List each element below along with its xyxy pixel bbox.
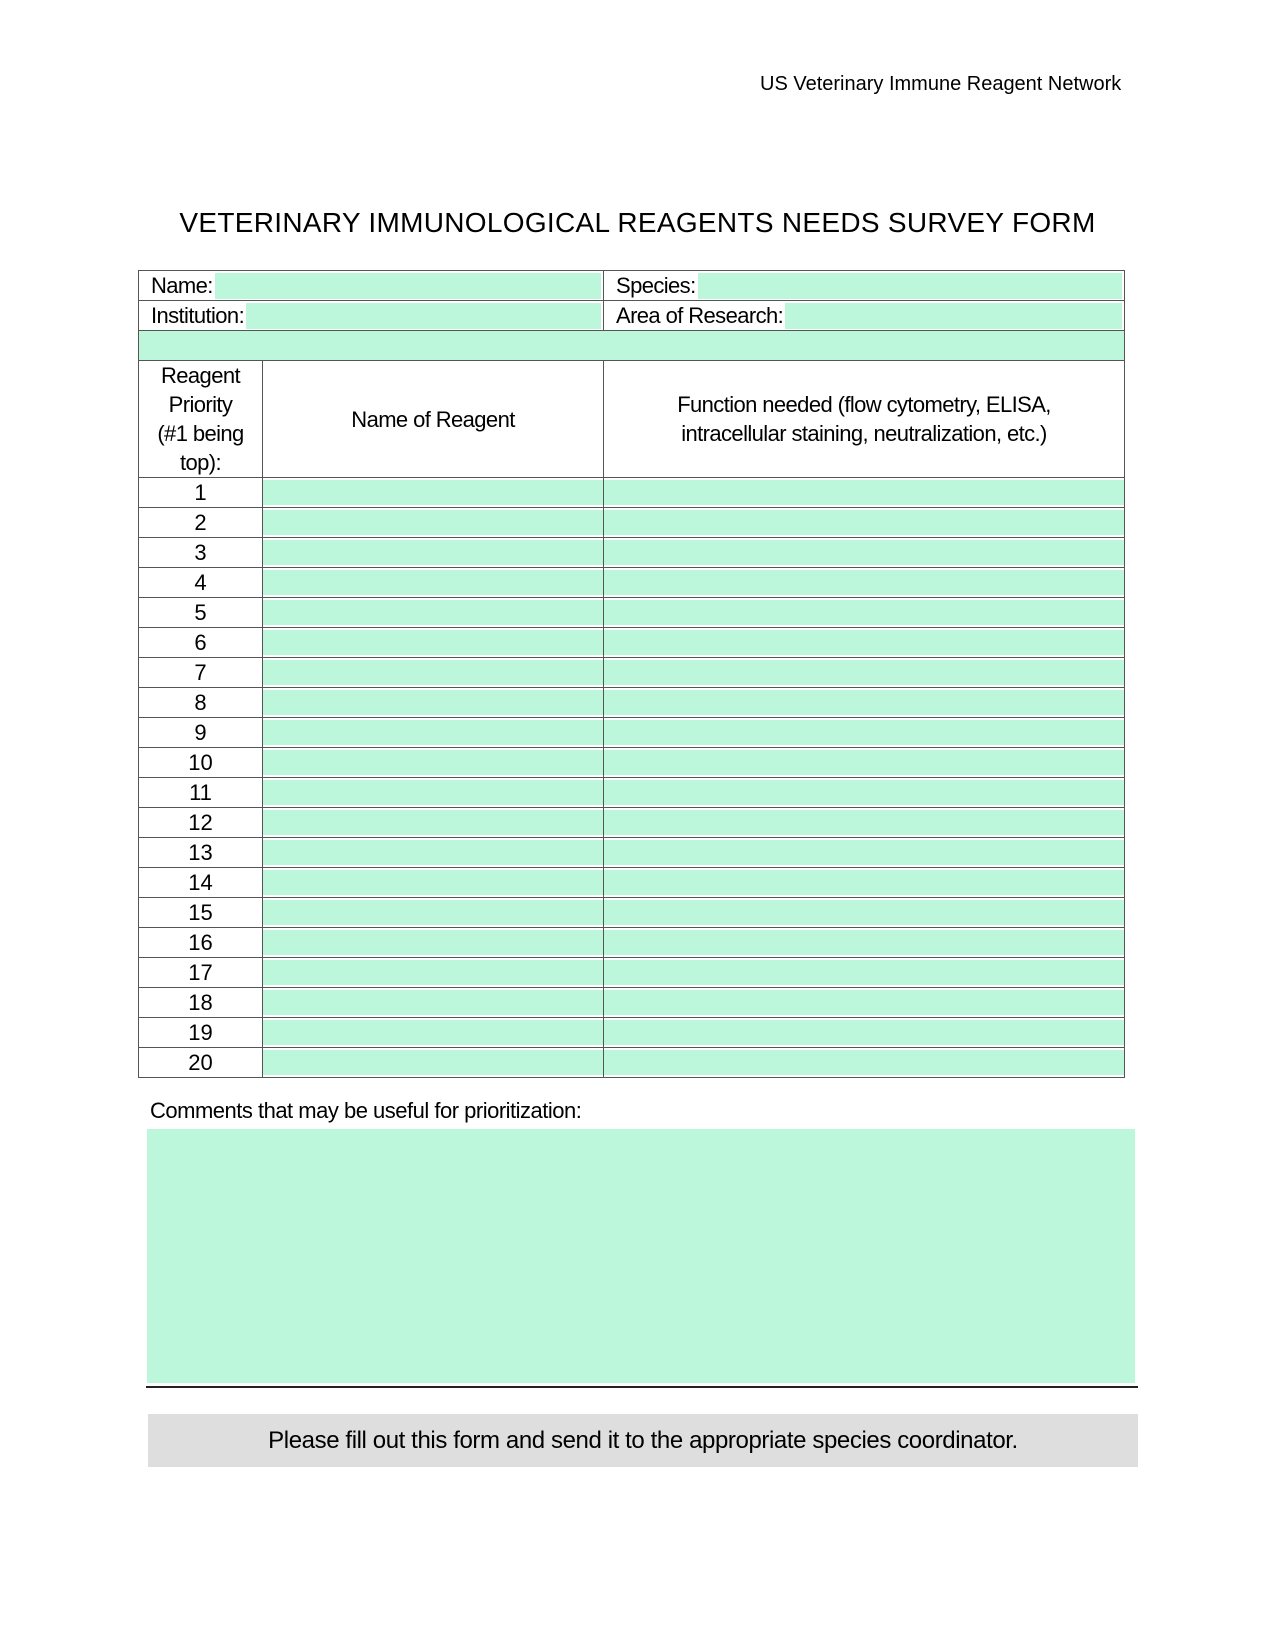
name-input[interactable] (215, 273, 601, 299)
reagent-name-cell (263, 778, 604, 808)
survey-table (138, 270, 1125, 1078)
reagent-name-input[interactable] (263, 870, 603, 895)
function-needed-input[interactable] (604, 690, 1124, 715)
comments-divider (146, 1386, 1138, 1388)
priority-number: 17 (139, 958, 263, 988)
function-needed-cell (604, 868, 1125, 898)
function-needed-input[interactable] (604, 720, 1124, 745)
reagent-name-column-header (263, 361, 604, 478)
table-row (139, 778, 1125, 808)
reagent-name-cell (263, 598, 604, 628)
reagent-name-input[interactable] (263, 990, 603, 1015)
reagent-name-cell (263, 718, 604, 748)
reagent-name-cell (263, 958, 604, 988)
priority-number: 9 (139, 718, 263, 748)
function-needed-cell (604, 808, 1125, 838)
function-needed-input[interactable] (604, 780, 1124, 805)
name-label: Name: (151, 272, 213, 298)
function-needed-cell (604, 748, 1125, 778)
function-needed-cell (604, 898, 1125, 928)
priority-number: 10 (139, 748, 263, 778)
comments-textarea[interactable] (147, 1129, 1135, 1383)
table-row (139, 958, 1125, 988)
function-header-line: Function needed (flow cytometry, ELISA, (677, 392, 1051, 417)
blank-separator-cell (139, 331, 1125, 361)
reagent-name-cell (263, 688, 604, 718)
function-needed-cell (604, 928, 1125, 958)
function-needed-cell (604, 478, 1125, 508)
reagent-name-cell (263, 1048, 604, 1078)
function-needed-input[interactable] (604, 750, 1124, 775)
function-needed-cell (604, 568, 1125, 598)
function-needed-input[interactable] (604, 540, 1124, 565)
reagent-name-input[interactable] (263, 510, 603, 535)
blank-separator-row (139, 331, 1125, 361)
priority-number: 3 (139, 538, 263, 568)
priority-number: 18 (139, 988, 263, 1018)
reagent-name-input[interactable] (263, 480, 603, 505)
name-species-row (139, 271, 1125, 301)
reagent-name-input[interactable] (263, 600, 603, 625)
reagent-name-input[interactable] (263, 1050, 603, 1075)
institution-input[interactable] (246, 303, 601, 329)
reagent-name-input[interactable] (263, 960, 603, 985)
reagent-name-cell (263, 478, 604, 508)
function-needed-cell (604, 538, 1125, 568)
function-needed-cell (604, 688, 1125, 718)
table-row (139, 808, 1125, 838)
priority-number: 11 (139, 778, 263, 808)
priority-number: 1 (139, 478, 263, 508)
priority-number: 4 (139, 568, 263, 598)
function-column-header (604, 361, 1125, 478)
species-cell (604, 271, 1125, 301)
reagent-name-cell (263, 538, 604, 568)
table-row (139, 508, 1125, 538)
function-needed-cell (604, 628, 1125, 658)
function-needed-input[interactable] (604, 930, 1124, 955)
function-header-line: intracellular staining, neutralization, etc.) (681, 421, 1047, 446)
function-needed-input[interactable] (604, 570, 1124, 595)
reagent-name-input[interactable] (263, 720, 603, 745)
function-needed-input[interactable] (604, 900, 1124, 925)
reagent-name-cell (263, 898, 604, 928)
name-cell (139, 271, 604, 301)
priority-header-line: top): (179, 450, 222, 475)
function-needed-input[interactable] (604, 600, 1124, 625)
table-row (139, 718, 1125, 748)
area-input[interactable] (785, 303, 1122, 329)
reagent-name-input[interactable] (263, 810, 603, 835)
function-needed-input[interactable] (604, 990, 1124, 1015)
function-needed-cell (604, 958, 1125, 988)
table-row (139, 868, 1125, 898)
reagent-name-input[interactable] (263, 690, 603, 715)
priority-number: 15 (139, 898, 263, 928)
table-row (139, 928, 1125, 958)
function-needed-input[interactable] (604, 480, 1124, 505)
function-needed-input[interactable] (604, 630, 1124, 655)
priority-column-header (139, 361, 263, 478)
function-needed-cell (604, 1048, 1125, 1078)
area-cell (604, 301, 1125, 331)
function-needed-input[interactable] (604, 810, 1124, 835)
priority-number: 6 (139, 628, 263, 658)
reagent-name-input[interactable] (263, 780, 603, 805)
table-row (139, 1048, 1125, 1078)
reagent-name-cell (263, 808, 604, 838)
priority-header-line: Reagent (161, 363, 240, 388)
priority-number: 16 (139, 928, 263, 958)
reagent-name-cell (263, 568, 604, 598)
priority-number: 13 (139, 838, 263, 868)
priority-number: 8 (139, 688, 263, 718)
species-input[interactable] (698, 273, 1122, 299)
table-row (139, 628, 1125, 658)
reagent-name-cell (263, 1018, 604, 1048)
reagent-name-input[interactable] (263, 900, 603, 925)
function-needed-input[interactable] (604, 840, 1124, 865)
table-row (139, 478, 1125, 508)
reagent-name-input[interactable] (263, 750, 603, 775)
reagent-name-cell (263, 658, 604, 688)
priority-number: 12 (139, 808, 263, 838)
table-row (139, 988, 1125, 1018)
reagent-name-cell (263, 628, 604, 658)
table-row (139, 748, 1125, 778)
priority-number: 20 (139, 1048, 263, 1078)
function-needed-input[interactable] (604, 510, 1124, 535)
reagent-name-cell (263, 988, 604, 1018)
function-needed-cell (604, 778, 1125, 808)
function-needed-cell (604, 718, 1125, 748)
table-row (139, 1018, 1125, 1048)
area-label: Area of Research: (616, 302, 784, 328)
function-needed-input[interactable] (604, 1050, 1124, 1075)
institution-cell (139, 301, 604, 331)
priority-header-line: (#1 being (157, 421, 244, 446)
reagent-name-input[interactable] (263, 930, 603, 955)
function-needed-cell (604, 1018, 1125, 1048)
priority-number: 14 (139, 868, 263, 898)
function-needed-input[interactable] (604, 660, 1124, 685)
reagent-name-cell (263, 748, 604, 778)
function-needed-input[interactable] (604, 1020, 1124, 1045)
function-needed-input[interactable] (604, 960, 1124, 985)
table-row (139, 688, 1125, 718)
table-row (139, 898, 1125, 928)
priority-number: 2 (139, 508, 263, 538)
function-needed-cell (604, 838, 1125, 868)
function-needed-cell (604, 658, 1125, 688)
table-row (139, 838, 1125, 868)
reagent-name-cell (263, 838, 604, 868)
reagent-name-input[interactable] (263, 660, 603, 685)
form-title: VETERINARY IMMUNOLOGICAL REAGENTS NEEDS SURVEY FORM (179, 207, 1096, 238)
function-needed-input[interactable] (604, 870, 1124, 895)
priority-number: 7 (139, 658, 263, 688)
reagent-name-cell (263, 928, 604, 958)
footer-instruction: Please fill out this form and send it to the appropriate species coordinator. (148, 1414, 1138, 1467)
institution-label: Institution: (151, 302, 245, 328)
organization-header: US Veterinary Immune Reagent Network (760, 73, 1122, 95)
reagent-name-input[interactable] (263, 840, 603, 865)
reagent-name-input[interactable] (263, 570, 603, 595)
column-header-row (139, 361, 1125, 478)
function-needed-cell (604, 988, 1125, 1018)
reagent-name-cell (263, 868, 604, 898)
reagent-name-input[interactable] (263, 540, 603, 565)
reagent-name-input[interactable] (263, 1020, 603, 1045)
priority-number: 5 (139, 598, 263, 628)
reagent-name-header-text: Name of Reagent (351, 406, 515, 432)
priority-number: 19 (139, 1018, 263, 1048)
table-row (139, 538, 1125, 568)
institution-area-row (139, 301, 1125, 331)
function-needed-cell (604, 508, 1125, 538)
table-row (139, 658, 1125, 688)
species-label: Species: (616, 272, 696, 298)
table-row (139, 568, 1125, 598)
reagent-name-input[interactable] (263, 630, 603, 655)
priority-header-line: Priority (168, 392, 233, 417)
table-row (139, 598, 1125, 628)
comments-label: Comments that may be useful for prioritization: (150, 1098, 582, 1123)
function-needed-cell (604, 598, 1125, 628)
reagent-name-cell (263, 508, 604, 538)
